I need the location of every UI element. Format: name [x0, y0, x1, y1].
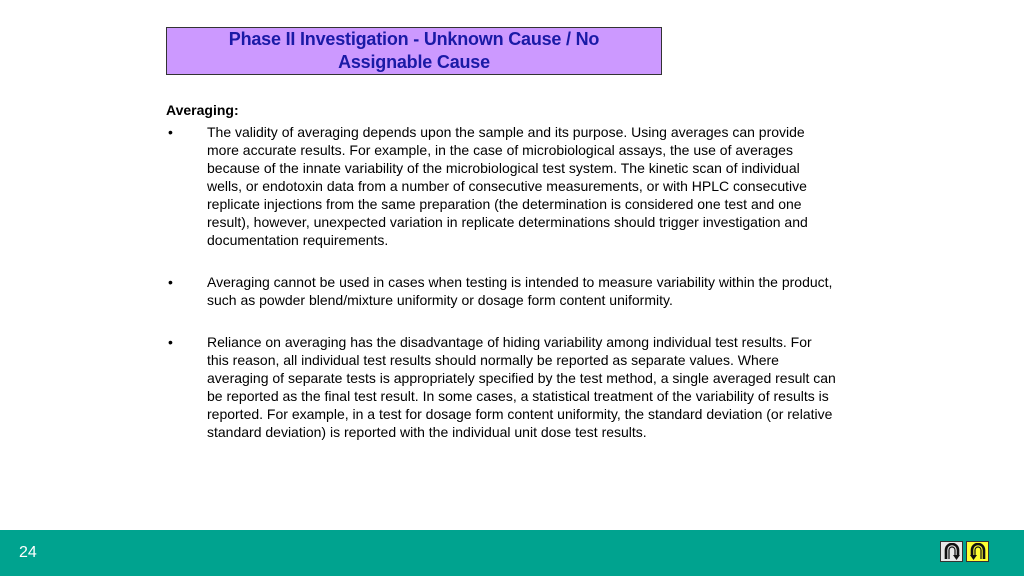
bullet-text: The validity of averaging depends upon the sample and its purpose. Using averages can provide more accurate results. For example, in the case of microbiological assays, the use of averages because of the innate variability of the microbiological test system. The kinetic scan of individual wells, or endotoxin data from a number of consecutive measurements, or with HPLC consecutive replicate injections from the same preparation (the determination is considered one test and one result), however, unexpected variation in replicate determinations should trigger investigation and documentation requirements.	[207, 124, 808, 248]
forward-button[interactable]	[966, 541, 989, 562]
footer-bar	[0, 530, 1024, 576]
slide-content	[166, 101, 836, 441]
bullet-marker: •	[168, 124, 173, 140]
bullet-text: Reliance on averaging has the disadvantage of hiding variability among individual test results. For this reason, all individual test results should normally be reported as separate values. Where averaging of separate tests is appropriately specified by the test method, a single averaged result can be reported as the final test result. In some cases, a statistical treatment of the variability of results is reported. For example, in a test for dosage form content uniformity, the standard deviation (or relative standard deviation) is reported with the individual unit dose test results.	[207, 334, 836, 440]
bullet-item	[166, 123, 836, 249]
bullet-item	[166, 333, 836, 441]
slide-navigation	[940, 541, 989, 562]
return-forward-icon	[969, 543, 987, 561]
slide-title: Phase II Investigation - Unknown Cause / No Assignable Cause	[228, 29, 600, 72]
back-button[interactable]	[940, 541, 963, 562]
bullet-marker: •	[168, 334, 173, 350]
return-back-icon	[943, 543, 961, 561]
section-heading: Averaging:	[166, 102, 239, 118]
bullet-marker: •	[168, 274, 173, 290]
slide-title-box	[166, 27, 662, 75]
bullet-item	[166, 273, 836, 309]
page-number: 24	[19, 544, 37, 561]
bullet-text: Averaging cannot be used in cases when testing is intended to measure variability within the product, such as powder blend/mixture uniformity or dosage form content uniformity.	[207, 274, 833, 308]
